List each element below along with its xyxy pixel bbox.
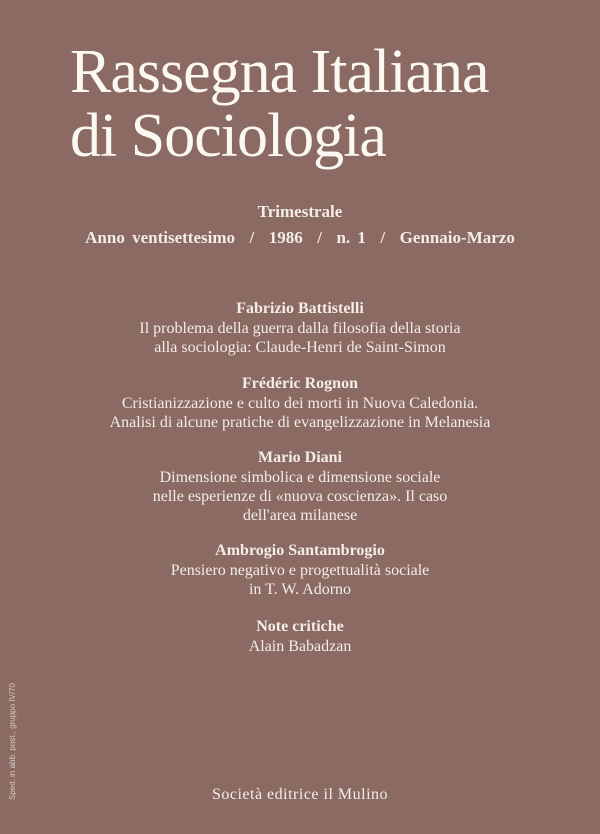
issue-info: Anno ventisettesimo / 1986 / n. 1 / Gennaio-Marzo — [85, 228, 515, 247]
title-line-2: di Sociologia — [70, 102, 386, 170]
title-line-1: Rassegna Italiana — [70, 38, 489, 106]
toc-author: Fabrizio Battistelli — [236, 300, 364, 317]
toc-entry — [0, 617, 600, 656]
toc-article-line: alla sociologia: Claude-Henri de Saint-Simon — [154, 339, 446, 356]
toc-article-line: Pensiero negativo e progettualità sociale — [170, 562, 430, 579]
toc-article-line: Dimensione simbolica e dimensione sociale — [159, 469, 441, 486]
frequency-label: Trimestrale — [257, 202, 343, 221]
toc-entry — [0, 541, 600, 599]
publisher-name: Società editrice il Mulino — [211, 786, 389, 803]
toc-article-line: dell'area milanese — [242, 507, 358, 524]
toc-article-line: Analisi di alcune pratiche di evangelizzazione in Melanesia — [109, 414, 491, 431]
toc-article-line: Cristianizzazione e culto dei morti in Nuova Caledonia. — [121, 395, 479, 412]
toc-entry — [0, 448, 600, 525]
toc-entry — [0, 374, 600, 432]
toc-article-line: Alain Babadzan — [248, 638, 352, 655]
toc-entry — [0, 299, 600, 357]
toc-author: Ambrogio Santambrogio — [215, 542, 385, 559]
toc-article-line: in T. W. Adorno — [248, 581, 352, 598]
postal-note: Sped. in abb. post., gruppo IV/70 — [8, 683, 17, 800]
toc-article-line: nelle esperienze di «nuova coscienza». Il caso — [152, 488, 448, 505]
toc-author: Frédéric Rognon — [242, 375, 358, 392]
toc-author: Note critiche — [256, 618, 344, 635]
toc-article-line: Il problema della guerra dalla filosofia della storia — [139, 320, 461, 337]
toc-author: Mario Diani — [258, 449, 342, 466]
journal-title — [70, 40, 489, 168]
